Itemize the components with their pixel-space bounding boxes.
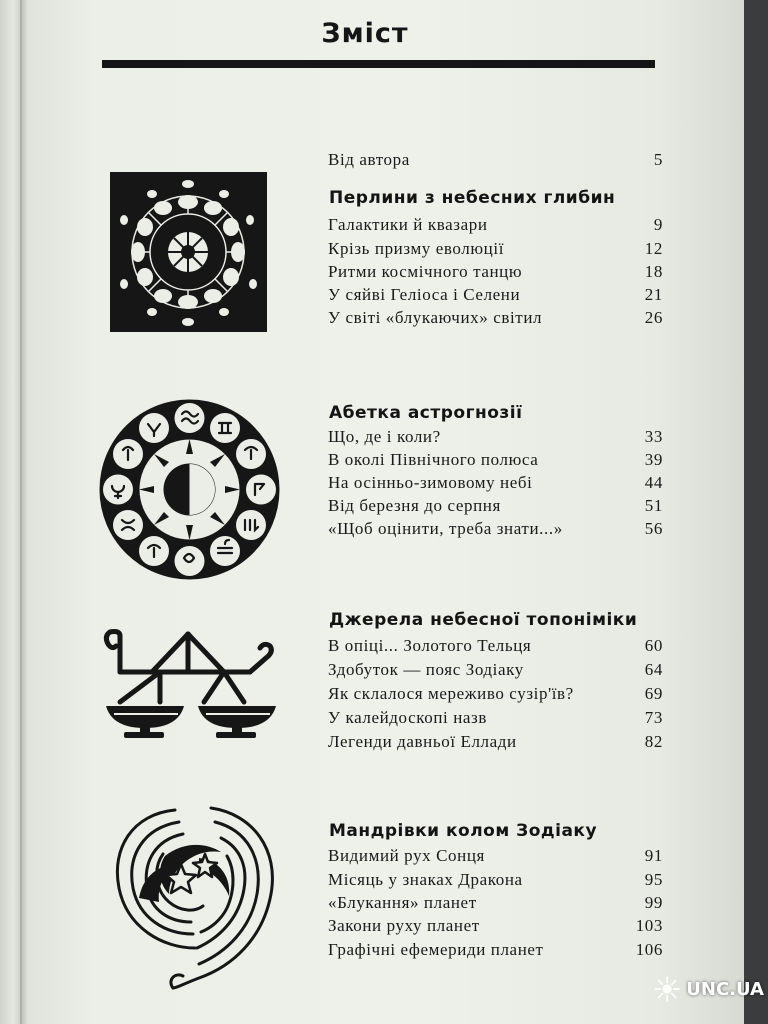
toc-entry-page: 64 xyxy=(644,660,663,679)
toc-entry-page: 5 xyxy=(653,150,663,169)
toc-entry xyxy=(328,472,663,494)
toc-entry xyxy=(328,307,663,329)
toc-entry-title: Галактики й квазари xyxy=(328,215,488,234)
toc-entry-page: 51 xyxy=(644,496,663,515)
toc-entry xyxy=(328,939,663,961)
toc-entry-title: Від березня до серпня xyxy=(328,496,501,515)
toc-entry-title: Крізь призму еволюції xyxy=(328,239,505,258)
toc-entry-title: В опіці... Золотого Тельця xyxy=(328,636,532,655)
toc-entry-page: 106 xyxy=(635,940,663,959)
toc-entry-page: 99 xyxy=(644,893,663,912)
toc-entry-page: 21 xyxy=(644,285,663,304)
toc-entry-intro xyxy=(328,149,663,171)
toc-entry xyxy=(328,635,663,657)
toc-entry-title: Видимий рух Сонця xyxy=(328,846,485,865)
toc-entry-page: 95 xyxy=(644,870,663,889)
toc-entry-title: Що, де і коли? xyxy=(328,427,441,446)
toc-entry xyxy=(328,518,663,540)
toc-entry-page: 44 xyxy=(644,473,663,492)
toc-entry-page: 26 xyxy=(644,308,663,327)
toc-entry-title: У сяйві Геліоса і Селени xyxy=(328,285,521,304)
toc-entry-page: 91 xyxy=(644,846,663,865)
toc-entry xyxy=(328,238,663,260)
toc-entry-page: 82 xyxy=(644,732,663,751)
section-heading: Перлини з небесних глибин xyxy=(329,188,616,208)
toc-entry xyxy=(328,915,663,937)
section-heading: Абетка астрогнозії xyxy=(329,403,523,423)
toc-entry xyxy=(328,261,663,283)
toc-entry-title: Як склалося мереживо сузір'їв? xyxy=(328,684,574,703)
scales-icon xyxy=(100,628,278,744)
toc-entry xyxy=(328,731,663,753)
page-title: Зміст xyxy=(321,18,409,49)
toc-entry xyxy=(328,707,663,729)
toc-entry xyxy=(328,449,663,471)
toc-entry-page: 9 xyxy=(653,215,663,234)
toc-entry xyxy=(328,495,663,517)
toc-entry xyxy=(328,892,663,914)
dragon-moon-icon xyxy=(103,798,281,990)
watermark-text: UNC.UA xyxy=(686,978,764,1000)
toc-entry xyxy=(328,284,663,306)
toc-entry-page: 60 xyxy=(644,636,663,655)
toc-entry-title: «Блукання» планет xyxy=(328,893,477,912)
toc-entry-title: «Щоб оцінити, треба знати...» xyxy=(328,519,563,538)
toc-entry-page: 73 xyxy=(644,708,663,727)
toc-entry xyxy=(328,845,663,867)
sky-disc-icon xyxy=(110,172,267,332)
toc-entry-title: У світі «блукаючих» світил xyxy=(328,308,543,327)
toc-entry xyxy=(328,683,663,705)
toc-entry xyxy=(328,214,663,236)
toc-entry-title: В околі Північного полюса xyxy=(328,450,539,469)
toc-entry-page: 33 xyxy=(644,427,663,446)
toc-entry-title: На осінньо-зимовому небі xyxy=(328,473,533,492)
section-heading: Джерела небесної топоніміки xyxy=(329,610,638,630)
toc-entry-title: Легенди давньої Еллади xyxy=(328,732,517,751)
toc-entry xyxy=(328,869,663,891)
toc-entry-page: 18 xyxy=(644,262,663,281)
zodiac-wheel-icon xyxy=(98,398,281,581)
toc-entry-title: Місяць у знаках Дракона xyxy=(328,870,523,889)
toc-entry-title: Від автора xyxy=(328,150,410,169)
toc-entry xyxy=(328,659,663,681)
toc-entry-page: 103 xyxy=(635,916,663,935)
spine-shadow xyxy=(20,0,28,1024)
section-heading: Мандрівки колом Зодіаку xyxy=(329,821,598,841)
facing-page-edge xyxy=(0,0,22,1024)
toc-entry-page: 12 xyxy=(644,239,663,258)
toc-entry-title: У калейдоскопі назв xyxy=(328,708,487,727)
toc-entry-title: Ритми космічного танцю xyxy=(328,262,523,281)
toc-entry-title: Здобуток — пояс Зодіаку xyxy=(328,660,524,679)
watermark xyxy=(654,964,764,1014)
toc-entry-title: Графічні ефемериди планет xyxy=(328,940,544,959)
toc-entry xyxy=(328,426,663,448)
toc-entry-page: 39 xyxy=(644,450,663,469)
sun-logo-icon xyxy=(654,969,680,1009)
toc-entry-title: Закони руху планет xyxy=(328,916,480,935)
toc-entry-page: 69 xyxy=(644,684,663,703)
toc-entry-page: 56 xyxy=(644,519,663,538)
title-rule xyxy=(102,60,655,68)
